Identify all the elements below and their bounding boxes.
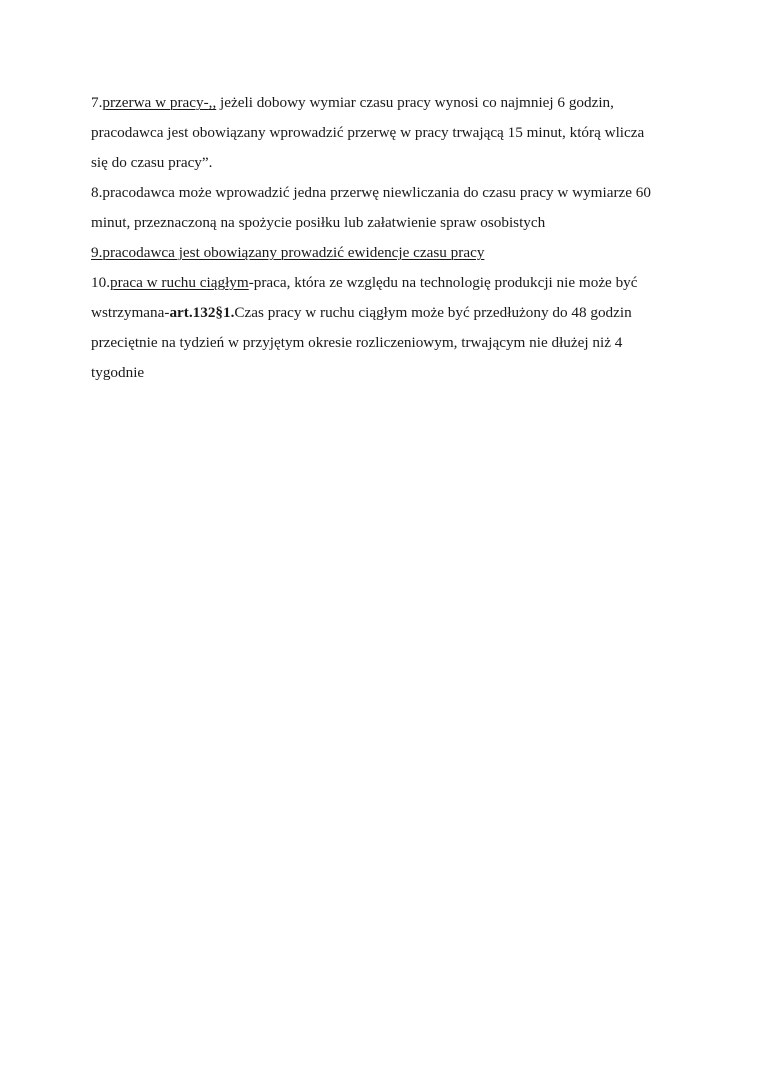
item-9-paragraph bbox=[91, 238, 651, 268]
item-10-rest: Czas pracy w ruchu ciągłym może być przedłużony do 48 godzin przeciętnie na tydzień w przyjętym okresie rozliczeniowym, trwającym nie dłużej niż 4 tygodnie bbox=[91, 304, 632, 381]
item-8-paragraph bbox=[91, 178, 651, 238]
item-10-article-ref: art.132§1. bbox=[169, 304, 235, 321]
item-7-number: 7. bbox=[91, 94, 103, 111]
item-10-number: 10. bbox=[91, 274, 110, 291]
document-body bbox=[91, 88, 651, 388]
item-7-text: jeżeli dobowy wymiar czasu pracy wynosi co najmniej 6 godzin, pracodawca jest obowiązany wprowadzić przerwę w pracy trwającą 15 minut, którą wlicza się do czasu pracy”. bbox=[91, 94, 645, 171]
item-7-quote-mark: ,, bbox=[208, 94, 217, 111]
item-10-text: -praca, która ze względu na technologię produkcji nie może być wstrzymana- bbox=[91, 274, 638, 321]
item-8-text: pracodawca może wprowadzić jedna przerwę niewliczania do czasu pracy w wymiarze 60 minut, przeznaczoną na spożycie posiłku lub załatwienie spraw osobistych bbox=[91, 184, 651, 231]
item-7-paragraph bbox=[91, 88, 651, 178]
item-7-term: przerwa w pracy- bbox=[102, 94, 209, 111]
item-8-number: 8. bbox=[91, 184, 103, 201]
item-10-paragraph bbox=[91, 268, 651, 388]
item-10-term: praca w ruchu ciągłym bbox=[109, 274, 249, 291]
item-9-text: 9.pracodawca jest obowiązany prowadzić ewidencje czasu pracy bbox=[91, 244, 485, 261]
